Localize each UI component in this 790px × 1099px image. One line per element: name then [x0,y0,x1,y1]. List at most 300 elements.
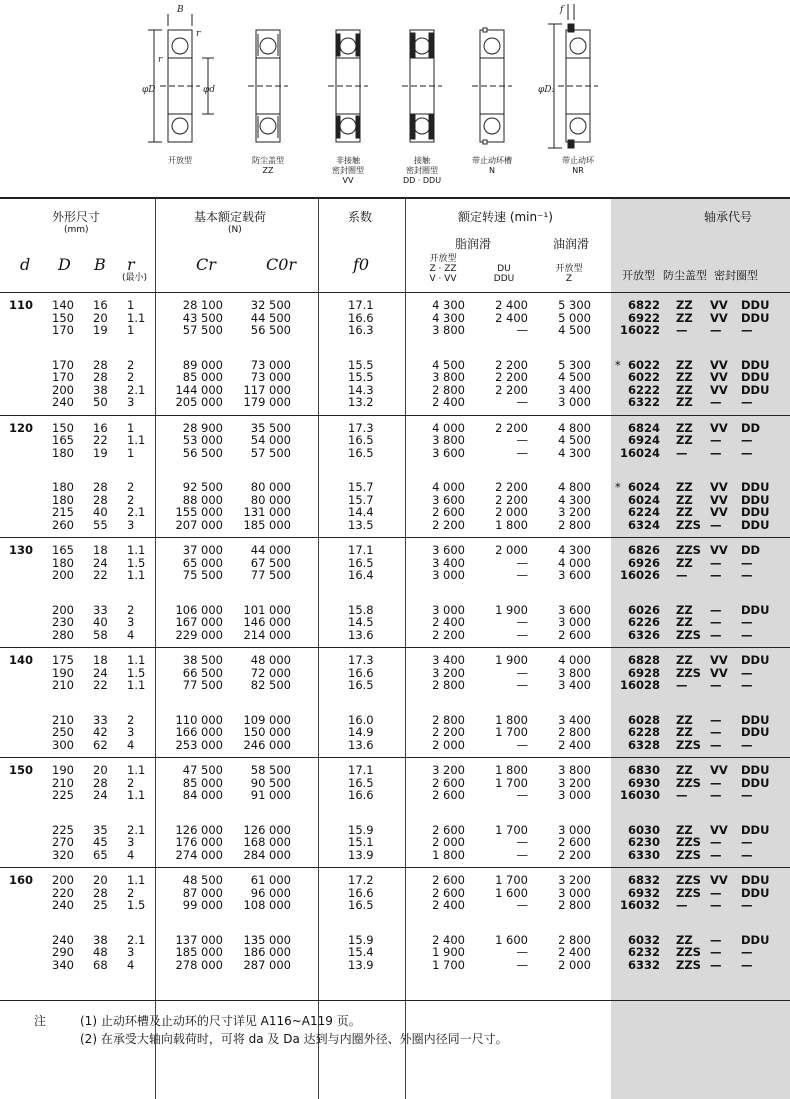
code-seal-label: 密封圈型 [714,269,758,282]
table-row [0,494,790,506]
diagram-label-dd: 接触 密封圈型 DD · DDU [402,156,442,185]
table-body [0,292,790,1099]
cell-oil: 4 500 [558,433,591,447]
cell-c0r: 135 000 [243,932,291,947]
cell-c3: — [710,737,722,752]
cell-g1: 4 300 [432,310,465,325]
cell-c0r: 91 000 [250,788,291,802]
cell-cr: 207 000 [175,517,223,532]
cell-g1: 2 800 [432,712,465,727]
cell-c2: ZZ [676,480,693,494]
cell-r: 1 [127,420,135,435]
cell-cr: 57 500 [182,323,223,337]
cell-oil: 3 400 [558,382,591,397]
cell-c1: 6928 [627,665,660,680]
group-separator [0,537,790,538]
table-row [0,946,790,958]
diagram-vv [328,30,368,142]
cell-r: 2 [127,357,135,372]
cell-c0r: 186 000 [243,945,291,959]
cell-g2: — [516,835,528,849]
cell-c2: ZZ [676,555,693,570]
cell-B: 28 [93,357,108,372]
factor-header: 系数 [348,210,373,224]
cell-c1: 16026 [620,568,661,582]
cell-c3: — [710,957,722,972]
cell-B: 18 [93,653,108,667]
cell-g2: — [516,433,528,447]
cell-g1: 2 400 [432,615,465,629]
dim-phid-inner-label: φd [203,85,216,95]
table-row [0,616,790,628]
cell-c3: VV [710,492,728,507]
cell-c3: — [710,945,722,959]
cell-B: 20 [93,310,108,325]
diagram-dd [402,30,442,142]
cell-f0: 13.6 [348,737,374,752]
cell-D: 175 [52,653,74,667]
cell-c2: — [676,678,688,692]
cell-c4: — [741,568,753,582]
cell-c0r: 214 000 [243,627,291,642]
table-header [0,197,790,294]
cell-oil: 3 200 [558,505,591,519]
cell-B: 38 [93,382,108,397]
cell-c1: 16032 [620,898,661,912]
cell-g2: 1 900 [495,653,528,667]
cell-c0r: 109 000 [243,712,291,727]
cell-c0r: 48 000 [250,653,291,667]
cell-c1: 6322 [627,395,660,409]
table-row [0,654,790,666]
cell-c1: 6032 [627,932,660,947]
cell-r: 1.1 [127,788,146,802]
table-row [0,312,790,324]
cell-c1: 6832 [627,873,660,887]
cell-g1: 3 800 [432,433,465,447]
cell-c2: ZZ [676,602,693,617]
table-row [0,959,790,971]
cell-B: 45 [93,835,108,849]
cell-c1: 6228 [627,725,660,739]
dim-r-side-label: r [158,55,163,65]
cell-c3: — [710,898,722,912]
cell-D: 170 [52,370,74,384]
cell-B: 28 [93,885,108,900]
cell-g2: — [516,957,528,972]
col-r-min: (最小) [122,273,148,283]
cell-c3: — [710,568,722,582]
cell-f0: 15.9 [348,932,374,947]
cell-B: 20 [93,763,108,777]
cell-oil: 3 000 [558,788,591,802]
cell-c1: 6022 [627,357,660,372]
oil-open-label: 开放型 Z [555,264,583,284]
cell-cr: 28 900 [182,420,223,435]
cell-cr: 48 500 [182,873,223,887]
table-row [0,422,790,434]
cell-c2: ZZ [676,298,693,312]
cell-g1: 3 200 [432,665,465,680]
cell-g1: 2 000 [432,835,465,849]
notes-label: 注 [34,1014,47,1028]
cell-c1: 6824 [627,420,660,435]
cell-B: 18 [93,543,108,557]
cell-B: 24 [93,788,108,802]
cell-g2: 1 700 [495,725,528,739]
cell-oil: 4 500 [558,323,591,337]
cell-g2: 2 000 [495,543,528,557]
cell-c0r: 108 000 [243,898,291,912]
cell-D: 190 [52,763,74,777]
cell-f0: 13.9 [348,957,374,972]
cell-cr: 43 500 [182,310,223,325]
diagram-label-open: 开放型 [168,156,192,165]
cell-c3: — [710,395,722,409]
cell-oil: 2 600 [558,835,591,849]
cell-c4: DDU [741,932,770,947]
load-header: 基本额定载荷 [194,210,267,224]
table-row [0,739,790,751]
cell-c2: — [676,898,688,912]
cell-f0: 13.9 [348,847,374,862]
cell-r: 1.5 [127,898,146,912]
cell-c3: — [710,555,722,570]
cell-B: 19 [93,445,108,460]
cell-oil: 4 300 [558,543,591,557]
cell-r: 2 [127,775,135,790]
cell-f0: 15.7 [348,492,374,507]
cell-D: 200 [52,382,74,397]
cell-r: 4 [127,847,135,862]
cell-D: 300 [52,737,74,752]
table-row [0,849,790,861]
col-cr: Cr [196,255,216,274]
cell-r: 2 [127,370,135,384]
cell-g1: 2 000 [432,737,465,752]
cell-cr: 99 000 [182,898,223,912]
table-row [0,557,790,569]
cell-B: 40 [93,615,108,629]
cell-c4: — [741,445,753,460]
cell-g2: 1 600 [495,885,528,900]
cell-r: 2.1 [127,822,146,837]
cell-f0: 15.1 [348,835,374,849]
cell-c0r: 179 000 [243,395,291,409]
cell-g2: — [516,555,528,570]
cell-c0r: 287 000 [243,957,291,972]
cell-c1: 6022 [627,370,660,384]
cell-c4: DDU [741,602,770,617]
cell-c0r: 72 000 [250,665,291,680]
cell-D: 170 [52,323,74,337]
cell-r: 2 [127,712,135,727]
cell-cr: 28 100 [182,298,223,312]
cell-c4: DDU [741,775,770,790]
cell-r: 2 [127,602,135,617]
diagram-open [148,14,214,142]
cell-c4: — [741,678,753,692]
cell-cr: 65 000 [182,555,223,570]
cell-c3: VV [710,480,728,494]
cell-D: 290 [52,945,74,959]
cell-c1: 6830 [627,763,660,777]
dim-d2-label: φD₂ [538,85,556,95]
cell-c4: — [741,615,753,629]
cell-D: 240 [52,898,74,912]
cell-f0: 16.5 [348,433,374,447]
cell-c2: ZZS [676,945,701,959]
cell-cr: 166 000 [175,725,223,739]
cell-oil: 2 800 [558,517,591,532]
cell-B: 24 [93,555,108,570]
cell-cr: 278 000 [175,957,223,972]
cell-c4: DDU [741,725,770,739]
outer-dims-header: 外形尺寸 [52,210,101,224]
table-row [0,481,790,493]
cell-c0r: 90 500 [250,775,291,790]
cell-r: 1.1 [127,653,146,667]
cell-oil: 2 400 [558,945,591,959]
cell-c2: ZZ [676,615,693,629]
load-unit: (N) [228,225,242,235]
cell-D: 150 [52,420,74,435]
cell-f0: 16.6 [348,310,374,325]
cell-oil: 5 300 [558,298,591,312]
cell-c3: — [710,932,722,947]
cell-B: 19 [93,323,108,337]
cell-f0: 15.5 [348,370,374,384]
cell-g1: 3 800 [432,370,465,384]
cell-c2: ZZS [676,873,701,887]
cell-cr: 87 000 [182,885,223,900]
cell-c2: — [676,568,688,582]
cell-oil: 4 000 [558,653,591,667]
cell-c4: — [741,323,753,337]
table-row [0,299,790,311]
cell-g1: 3 200 [432,763,465,777]
cell-D: 320 [52,847,74,862]
cell-g1: 2 200 [432,725,465,739]
cell-c3: VV [710,822,728,837]
cell-c2: — [676,445,688,460]
cell-cr: 77 500 [182,678,223,692]
col-c0r: C0r [266,255,297,274]
cell-c1: 6326 [627,627,660,642]
cell-B: 22 [93,678,108,692]
cell-c1: 6026 [627,602,660,617]
dim-r-top-label: r [196,29,201,39]
cell-r: 4 [127,737,135,752]
code-open-label: 开放型 [622,269,655,282]
cell-c3: VV [710,653,728,667]
cell-g2: — [516,568,528,582]
cell-oil: 3 000 [558,885,591,900]
cell-f0: 16.5 [348,678,374,692]
table-row [0,544,790,556]
cell-g2: — [516,395,528,409]
cell-c1: 6924 [627,433,660,447]
cell-g1: 2 800 [432,382,465,397]
cell-cr: 56 500 [182,445,223,460]
cell-c4: DDU [741,480,770,494]
cell-cr: 126 000 [175,822,223,837]
diagram-label-zz: 防尘盖型 ZZ [252,156,284,175]
cell-c3: — [710,602,722,617]
cell-B: 22 [93,568,108,582]
cell-f0: 16.5 [348,775,374,790]
cell-g1: 1 700 [432,957,465,972]
cell-cr: 92 500 [182,480,223,494]
cell-c1: 6226 [627,615,660,629]
cell-cr: 38 500 [182,653,223,667]
cell-r: 1 [127,298,135,312]
cell-c2: ZZ [676,712,693,727]
cell-oil: 4 800 [558,480,591,494]
cell-oil: 2 800 [558,725,591,739]
cell-c2: ZZ [676,420,693,435]
cell-c4: DDU [741,653,770,667]
cell-D: 340 [52,957,74,972]
cell-B: 50 [93,395,108,409]
outer-dims-unit: (mm) [64,225,89,235]
cell-f0: 16.5 [348,898,374,912]
cell-g2: 2 400 [495,298,528,312]
cell-B: 20 [93,873,108,887]
table-row [0,447,790,459]
cell-cr: 106 000 [175,602,223,617]
cell-c4: — [741,847,753,862]
cell-f0: 15.8 [348,602,374,617]
cell-oil: 3 000 [558,615,591,629]
cell-oil: 3 200 [558,873,591,887]
cell-B: 16 [93,298,108,312]
cell-g1: 2 600 [432,788,465,802]
cell-c2: ZZ [676,763,693,777]
cell-c3: — [710,775,722,790]
cell-f0: 17.1 [348,543,374,557]
cell-f0: 16.6 [348,885,374,900]
cell-c1: 6332 [627,957,660,972]
cell-c0r: 131 000 [243,505,291,519]
cell-c0r: 57 500 [250,445,291,460]
cell-c4: DD [741,543,761,557]
table-row [0,434,790,446]
cell-c1: 16030 [620,788,661,802]
cell-c2: ZZS [676,665,701,680]
cell-B: 48 [93,945,108,959]
cell-cr: 53 000 [182,433,223,447]
cell-g1: 3 400 [432,653,465,667]
cell-g1: 2 400 [432,932,465,947]
cell-c2: ZZS [676,517,701,532]
cell-c1: 6024 [627,480,660,494]
cell-c2: ZZ [676,492,693,507]
cell-c1: 6232 [627,945,660,959]
cell-c2: ZZ [676,395,693,409]
diagram-nr [548,4,598,148]
cell-d: 160 [9,873,34,887]
cell-f0: 17.3 [348,420,374,435]
cell-cr: 88 000 [182,492,223,507]
cell-f0: 13.6 [348,627,374,642]
cell-c1: 6028 [627,712,660,727]
cell-c0r: 150 000 [243,725,291,739]
cell-f0: 15.9 [348,822,374,837]
cell-g1: 3 000 [432,602,465,617]
cell-c0r: 73 000 [250,370,291,384]
cell-g2: 1 700 [495,775,528,790]
table-row [0,789,790,801]
cell-cr: 185 000 [175,945,223,959]
cell-r: 2.1 [127,932,146,947]
cell-c3: — [710,323,722,337]
cell-g1: 4 500 [432,357,465,372]
cell-oil: 4 800 [558,420,591,435]
table-row [0,836,790,848]
cell-g2: 1 900 [495,602,528,617]
cell-r: 1.1 [127,433,146,447]
cell-oil: 5 300 [558,357,591,372]
cell-D: 240 [52,932,74,947]
cell-B: 65 [93,847,108,862]
table-row [0,506,790,518]
cell-D: 170 [52,357,74,372]
cell-f0: 17.2 [348,873,374,887]
cell-c3: — [710,725,722,739]
cell-c1: 6930 [627,775,660,790]
cell-c3: — [710,835,722,849]
cell-c3: — [710,885,722,900]
cell-c4: DDU [741,712,770,727]
cell-star: * [615,357,621,372]
cell-B: 62 [93,737,108,752]
cell-D: 180 [52,445,74,460]
cell-c4: — [741,627,753,642]
cell-c0r: 80 000 [250,480,291,494]
diagram-label-vv: 非接触 密封圈型 VV [332,156,364,185]
cell-c3: — [710,712,722,727]
cell-c0r: 58 500 [250,763,291,777]
cell-D: 240 [52,395,74,409]
cell-g2: — [516,737,528,752]
cell-f0: 14.4 [348,505,374,519]
cell-c0r: 82 500 [250,678,291,692]
cell-g2: — [516,445,528,460]
cell-g2: — [516,945,528,959]
cell-c0r: 117 000 [243,382,291,397]
cell-c4: DDU [741,370,770,384]
cell-r: 1.5 [127,555,146,570]
cell-r: 4 [127,957,135,972]
group-separator [0,415,790,416]
cell-c3: VV [710,370,728,384]
table-row [0,569,790,581]
table-row [0,824,790,836]
cell-c1: 6328 [627,737,660,752]
table-row [0,874,790,886]
cell-r: 1.1 [127,763,146,777]
cell-D: 225 [52,788,74,802]
cell-c4: DDU [741,873,770,887]
cell-oil: 3 800 [558,665,591,680]
cell-r: 3 [127,945,135,959]
cell-c3: VV [710,357,728,372]
cell-r: 1.1 [127,873,146,887]
cell-D: 215 [52,505,74,519]
cell-cr: 253 000 [175,737,223,752]
cell-g2: 1 800 [495,763,528,777]
